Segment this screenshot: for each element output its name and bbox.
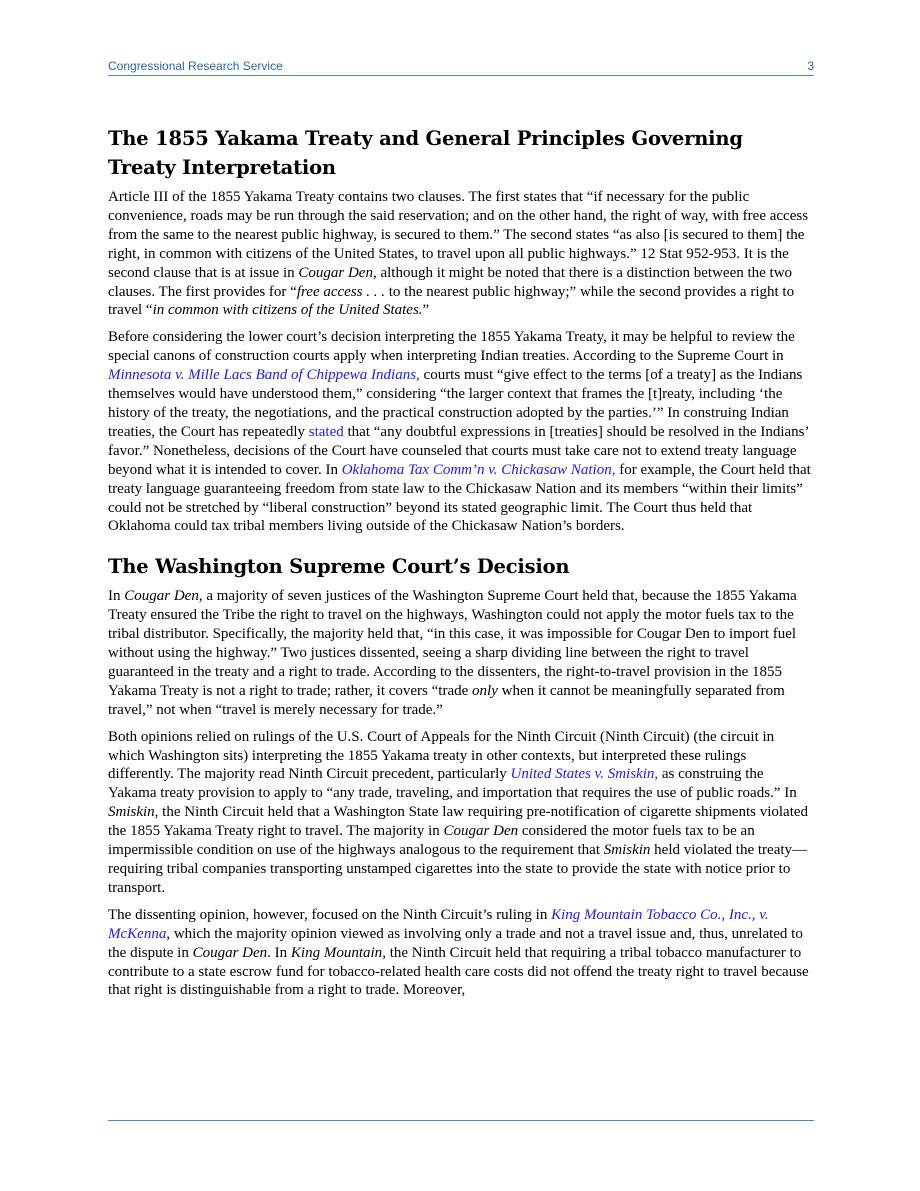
italic-text: King Mountain [290,944,383,961]
footer-rule [108,1120,814,1121]
text-run: , the Ninth Circuit held that requiring a tribal tobacco manufacturer to contribute to a state escrow fund for tobacco-related health care costs did not offend the treaty right to travel because that right is distinguishable from a right to trade. Moreover, [108,944,809,999]
text-run: for example, the Court held that treaty language guaranteeing freedom from state law to the Chickasaw Nation and its members “within their limits” could not be stretched by “liberal construction” beyond its stated geographic limit. The Court thus held that Oklahoma could tax tribal members living outside of the Chickasaw Nation’s borders. [108,461,811,535]
paragraph [108,188,814,320]
text-run: Both opinions relied on rulings of the U.S. Court of Appeals for the Ninth Circuit (Ninth Circuit) (the circuit in which Washington sits) interpreting the 1855 Yakama treaty in other contexts, but interpreted these rulings differently. The majority read Ninth Circuit precedent, particularly [108,728,775,783]
italic-text: in common with citizens of the United States. [152,302,423,319]
italic-text: only [472,682,498,699]
italic-text: Cougar Den [192,944,268,961]
document-body [108,124,814,1008]
text-run: that “any doubtful expressions in [treaties] should be resolved in the Indians’ favor.” Nonetheless, decisions of the Court have counseled that courts must take care not to extend treaty language beyond what it is intended to cover. In [108,423,809,478]
text-run: ” [422,302,430,319]
page-number: 3 [807,59,814,73]
text-run: . In [267,944,291,961]
header-rule [108,75,814,76]
text-run: as construing the Yakama treaty provision to apply to “any trade, traveling, and importation that requires the use of public roads.” In [108,766,797,802]
text-run: courts must “give effect to the terms [of a treaty] as the Indians themselves would have understood them,” considering “the larger context that frames the [t]reaty, including ‘the history of the treaty, the negotiations, and the practical construction adopted by the parties.’” In construing Indian treaties, the Court has repeatedly [108,367,803,440]
text-run: considered the motor fuels tax to be an impermissible condition on use of the highways analogous to the requirement that [108,823,755,859]
text-run: Article III of the 1855 Yakama Treaty contains two clauses. The first states that “if necessary for the public convenience, roads may be run through the said reservation; and on the other hand, the right of way, with free access from the same to the nearest public highway, is secured to them.” The second states “as also [is secured to them] the right, in common with citizens of the United States, to travel upon all public highways.” 12 Stat 952-953. It is the second clause that is at issue in [108,189,809,281]
case-link[interactable]: King Mountain Tobacco Co., Inc., v. McKenna [108,906,769,942]
text-run: when it cannot be meaningfully separated from travel,” not when “travel is merely necessary for trade.” [108,682,785,718]
italic-text: free access . . . [296,283,389,300]
section-heading-decision: The Washington Supreme Court’s Decision [108,555,570,579]
italic-text: Smiskin [603,842,651,859]
text-run: Before considering the lower court’s decision interpreting the 1855 Yakama Treaty, it may be helpful to review the special canons of construction courts apply when interpreting Indian treaties. According to the Supreme Court in [108,329,795,365]
header-org-name: Congressional Research Service [108,59,283,73]
text-run: a majority of seven justices of the Washington Supreme Court held that, because the 1855 Yakama Treaty ensured the Tribe the right to travel on the highways, Washington could not apply the motor fuels tax to the tribal distributor. Specifically, the majority held that, “in this case, it was impossible for Cougar Den to import fuel without using the highway.” Two justices dissented, seeing a sharp dividing line between the right to travel guaranteed in the treaty and a right to trade. According to the dissenters, the right-to-travel provision in the 1855 Yakama Treaty is not a right to trade; rather, it covers “trade [108,588,797,699]
text-run: The dissenting opinion, however, focused on the Ninth Circuit’s ruling in [108,906,552,923]
case-link[interactable]: Oklahoma Tax Comm’n v. Chickasaw Nation, [341,461,616,478]
case-link[interactable]: United States v. Smiskin, [510,766,659,783]
italic-text: Smiskin [108,804,155,821]
paragraph [108,328,814,536]
italic-text: Cougar Den [443,823,519,840]
text-run: In [108,588,125,605]
italic-text: Cougar Den [298,264,373,281]
text-run: to the nearest public highway;” while the second provides a right to travel “ [108,283,795,319]
section-heading-treaty: The 1855 Yakama Treaty and General Principles Governing Treaty Interpretation [108,127,743,179]
text-run: , although it might be noted that there is a distinction between the two clauses. The first provides for “ [108,264,793,300]
page-header [108,59,814,75]
paragraph [108,906,814,1001]
paragraph [108,587,814,719]
text-run: , the Ninth Circuit held that a Washington State law requiring pre-notification of cigarette shipments violated the 1855 Yakama Treaty right to travel. The majority in [108,804,809,840]
text-run: , which the majority opinion viewed as involving only a trade and not a travel issue and, thus, unrelated to the dispute in [108,925,803,961]
paragraph [108,728,814,898]
text-run: held violated the treaty—requiring tribal companies transporting unstamped cigarettes into the state to provide the state with notice prior to transport. [108,842,808,896]
italic-text: Cougar Den, [124,588,203,605]
case-link[interactable]: Minnesota v. Mille Lacs Band of Chippewa Indians, [108,367,420,384]
case-link[interactable]: stated [308,423,344,440]
